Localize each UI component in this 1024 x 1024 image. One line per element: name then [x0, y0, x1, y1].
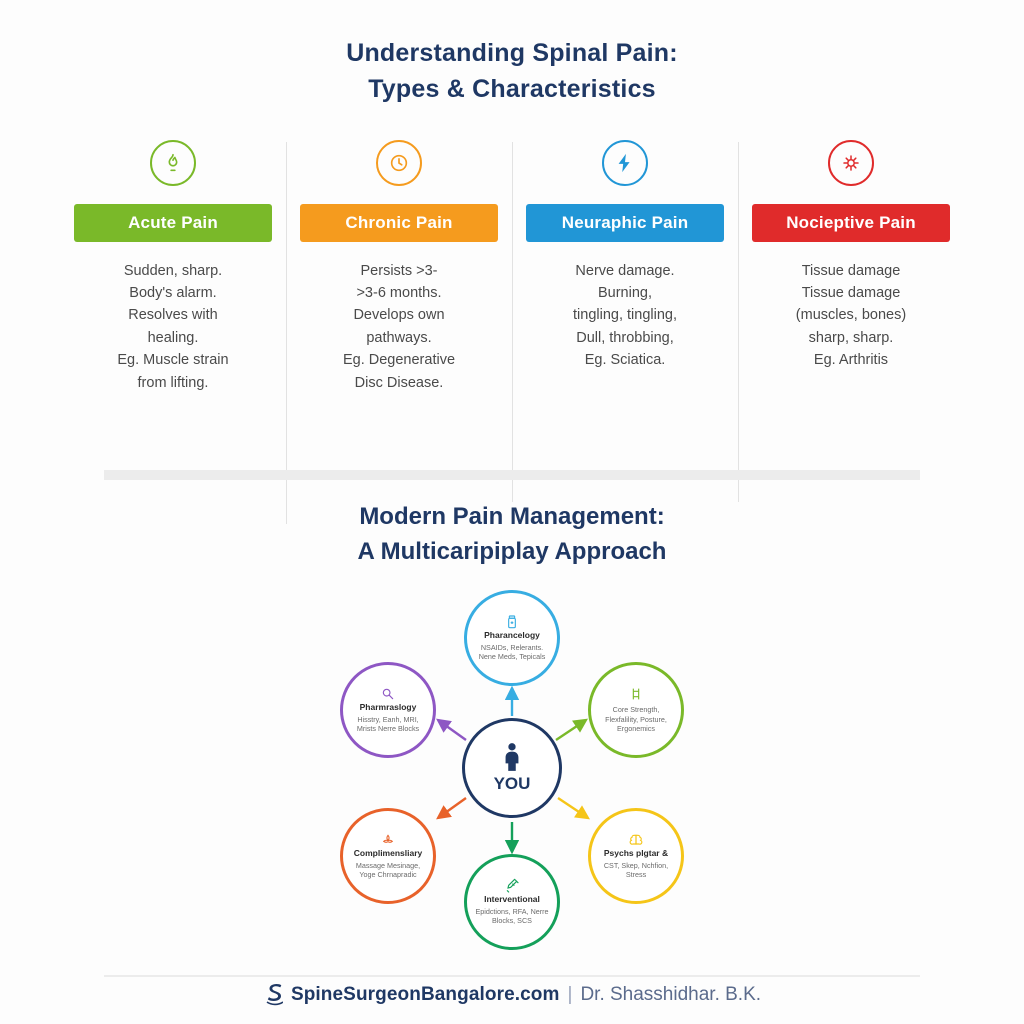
desc-line: Persists >3-: [360, 262, 438, 279]
hub-node-psychological: [588, 808, 684, 904]
desc-line: Body's alarm.: [129, 284, 217, 301]
flame-icon: [150, 140, 196, 186]
hub-node-title: Pharancelogy: [484, 630, 540, 641]
pain-type-card-nociceptive: [738, 134, 964, 372]
top-section-title: [0, 0, 1024, 106]
pain-type-card-neuropathic: [512, 134, 738, 372]
pain-type-desc-chronic: [300, 260, 498, 395]
hub-node-title: Interventional: [484, 894, 540, 905]
pain-type-desc-acute: [74, 260, 272, 395]
hub-node-physiotherapy: [588, 662, 684, 758]
footer: [0, 982, 1024, 1008]
desc-line: Sudden, sharp.: [123, 262, 223, 279]
hub-node-complementary: [340, 808, 436, 904]
flame-icon-wrap: [74, 134, 272, 192]
lightning-icon-wrap: [526, 134, 724, 192]
desc-line: Dull, throbbing,: [576, 329, 674, 346]
desc-line: >3-6 months.: [356, 284, 442, 301]
bottom-title-line-1: Modern Pain Management:: [359, 503, 665, 530]
desc-line: (muscles, bones): [795, 307, 907, 324]
footer-doctor-name: Dr. Shasshidhar. B.K.: [580, 984, 762, 1005]
hub-node-sub: CST, Skep, Nchfion, Stress: [603, 860, 669, 880]
desc-line: tingling, tingling,: [573, 307, 677, 324]
brain-icon: [628, 832, 644, 848]
hub-node-title: Complimensliary: [353, 848, 423, 859]
bottom-section-title: [0, 502, 1024, 567]
hub-node-sub: NSAIDs, Relerants. Nene Meds, Tepicals: [478, 642, 546, 662]
hub-node-sub: Core Strength, Flexfalility, Posture, Ergonemics: [605, 705, 667, 734]
bottom-title-line-2: A Multicaripiplay Approach: [357, 537, 667, 565]
hub-node-diagnostics: [340, 662, 436, 758]
pain-type-label-nociceptive: Nocieptive Pain: [752, 204, 950, 242]
desc-line: Disc Disease.: [354, 374, 444, 391]
clock-icon: [376, 140, 422, 186]
desc-line: pathways.: [366, 329, 432, 346]
pain-type-card-acute: [60, 134, 286, 395]
desc-line: Tissue damage: [801, 262, 901, 279]
pain-type-label-acute: Acute Pain: [74, 204, 272, 242]
desc-line: Eg. Muscle strain: [117, 352, 229, 369]
hub-node-interventional: [464, 854, 560, 950]
pain-type-desc-nociceptive: [752, 260, 950, 372]
nerve-burst-icon-wrap: [752, 134, 950, 192]
hub-node-sub: Hisstry, Eanh, MRI, Mrists Nerre Blocks: [356, 714, 420, 734]
pain-type-label-neuropathic: Neuraphic Pain: [526, 204, 724, 242]
pain-type-desc-neuropathic: [526, 260, 724, 372]
search-spine-icon: [380, 686, 396, 702]
footer-divider: [104, 975, 920, 977]
nerve-burst-icon: [828, 140, 874, 186]
top-title-line-1: Understanding Spinal Pain:: [346, 39, 678, 67]
pain-management-hub-diagram: [0, 590, 1024, 970]
physio-icon: [628, 686, 644, 702]
footer-brand[interactable]: SpineSurgeonBangalore.com: [290, 984, 560, 1005]
hub-node-title: Pharmraslogy: [359, 702, 417, 713]
desc-line: Tissue damage: [801, 284, 901, 301]
desc-line: Develops own: [353, 307, 445, 324]
top-title-line-2: Types & Characteristics: [368, 75, 656, 104]
person-icon: [499, 742, 525, 772]
syringe-icon: [504, 878, 520, 894]
desc-line: Eg. Sciatica.: [584, 352, 666, 369]
desc-line: Resolves with: [128, 307, 218, 324]
hub-node-sub: Massage Mesinage, Yoge Chrnapradic: [355, 860, 421, 880]
desc-line: from lifting.: [137, 374, 209, 391]
desc-line: Eg. Degenerative: [342, 352, 456, 369]
spine-logo-icon: [263, 982, 283, 1008]
pain-type-label-chronic: Chronic Pain: [300, 204, 498, 242]
desc-line: healing.: [147, 329, 199, 346]
lotus-icon: [380, 832, 396, 848]
hub-node-pharmacology: [464, 590, 560, 686]
bottle-icon: [504, 614, 520, 630]
pain-type-card-chronic: [286, 134, 512, 395]
desc-line: Nerve damage.: [575, 262, 675, 279]
hub-node-sub: Epidctions, RFA, Nerre Blocks, SCS: [475, 906, 549, 926]
footer-separator: |: [567, 984, 573, 1005]
hub-center-you: [462, 718, 562, 818]
hub-center-label: YOU: [493, 774, 531, 793]
desc-line: Burning,: [597, 284, 652, 301]
desc-line: Eg. Arthritis: [813, 352, 889, 369]
lightning-icon: [602, 140, 648, 186]
hub-node-title: Psychs plgtar &: [603, 848, 669, 859]
pain-type-card-row: [60, 134, 964, 395]
clock-icon-wrap: [300, 134, 498, 192]
desc-line: sharp, sharp.: [808, 329, 894, 346]
section-divider: [104, 470, 920, 480]
